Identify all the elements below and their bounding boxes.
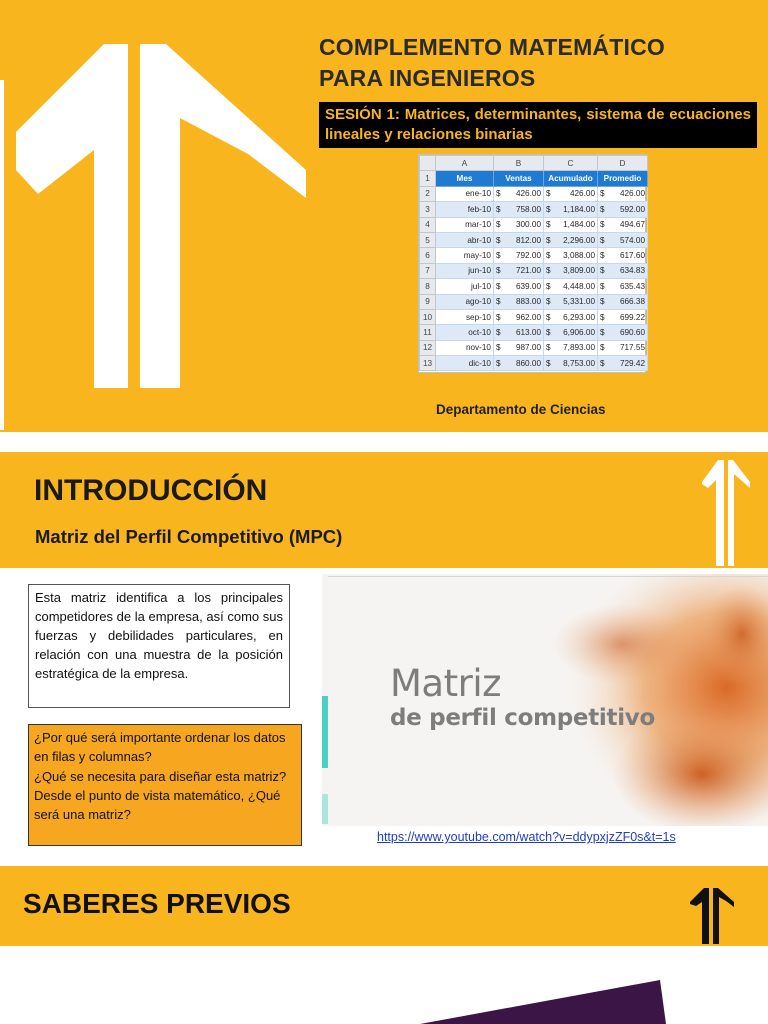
cell-acumulado xyxy=(544,356,598,371)
header-cell-ventas: Ventas xyxy=(494,171,544,186)
cell-value: 3,088.00 xyxy=(563,251,595,261)
row-number: 1 xyxy=(420,171,436,186)
currency-symbol: $ xyxy=(600,235,605,245)
currency-symbol: $ xyxy=(600,312,605,322)
header-cell-promedio: Promedio xyxy=(598,171,648,186)
cell-acumulado xyxy=(544,232,598,247)
cell-value: 635.43 xyxy=(619,281,645,291)
currency-symbol: $ xyxy=(496,281,501,291)
intro-subheading: Matriz del Perfil Competitivo (MPC) xyxy=(35,526,343,547)
cell-value: 717.55 xyxy=(619,343,645,353)
cell-acumulado xyxy=(544,294,598,309)
currency-symbol: $ xyxy=(546,312,551,322)
currency-symbol: $ xyxy=(546,297,551,307)
cell-promedio xyxy=(598,263,648,278)
header-cell-mes: Mes xyxy=(436,171,494,186)
currency-symbol: $ xyxy=(600,343,605,353)
cell-promedio xyxy=(598,294,648,309)
cell-promedio xyxy=(598,248,648,263)
cover-edge-line xyxy=(0,80,4,430)
cell-ventas xyxy=(494,202,544,217)
cell-mes: mar-10 xyxy=(436,217,494,232)
session-banner: SESIÓN 1: Matrices, determinantes, sistema de ecuaciones lineales y relaciones binarias xyxy=(319,102,757,148)
teal-accent-bar xyxy=(322,696,328,768)
row-number: 11 xyxy=(420,325,436,340)
course-title xyxy=(319,32,759,94)
row-number: 2 xyxy=(420,186,436,201)
currency-symbol: $ xyxy=(600,266,605,276)
cell-value: 426.00 xyxy=(619,189,645,199)
cell-promedio xyxy=(598,217,648,232)
arrows-logo-small-icon xyxy=(700,454,752,568)
cell-value: 699.22 xyxy=(619,312,645,322)
currency-symbol: $ xyxy=(496,358,501,368)
cell-promedio xyxy=(598,325,648,340)
arrows-logo-dark-icon xyxy=(688,886,736,946)
currency-symbol: $ xyxy=(600,297,605,307)
row-number: 13 xyxy=(420,356,436,371)
cell-ventas xyxy=(494,217,544,232)
corner-cell xyxy=(420,156,436,171)
currency-symbol: $ xyxy=(496,204,501,214)
cell-mes: ago-10 xyxy=(436,294,494,309)
spreadsheet-row xyxy=(420,309,648,324)
cell-value: 300.00 xyxy=(515,220,541,230)
row-number: 5 xyxy=(420,232,436,247)
column-letter: B xyxy=(494,156,544,171)
cell-mes: nov-10 xyxy=(436,340,494,355)
cell-mes: oct-10 xyxy=(436,325,494,340)
column-letter: C xyxy=(544,156,598,171)
column-letter: A xyxy=(436,156,494,171)
currency-symbol: $ xyxy=(546,220,551,230)
video-title-line1: Matriz xyxy=(390,662,502,705)
cell-acumulado xyxy=(544,217,598,232)
intro-heading: INTRODUCCIÓN xyxy=(34,474,268,507)
cell-acumulado xyxy=(544,263,598,278)
video-top-line xyxy=(328,576,768,577)
cover-section xyxy=(0,0,768,432)
cell-promedio xyxy=(598,232,648,247)
spreadsheet-header-row xyxy=(420,171,648,186)
spreadsheet-row xyxy=(420,279,648,294)
video-thumbnail[interactable] xyxy=(322,574,768,826)
cell-mes: feb-10 xyxy=(436,202,494,217)
youtube-link[interactable]: https://www.youtube.com/watch?v=ddypxjzZF0s&t=1s xyxy=(377,830,676,844)
row-number: 10 xyxy=(420,309,436,324)
spreadsheet-row xyxy=(420,232,648,247)
cell-acumulado xyxy=(544,309,598,324)
row-number: 8 xyxy=(420,279,436,294)
column-letter: D xyxy=(598,156,648,171)
cell-acumulado xyxy=(544,186,598,201)
currency-symbol: $ xyxy=(600,204,605,214)
row-number: 3 xyxy=(420,202,436,217)
row-number: 7 xyxy=(420,263,436,278)
orange-splash-decoration xyxy=(322,574,768,826)
cell-value: 617.60 xyxy=(619,251,645,261)
currency-symbol: $ xyxy=(546,358,551,368)
cell-value: 792.00 xyxy=(515,251,541,261)
currency-symbol: $ xyxy=(546,266,551,276)
currency-symbol: $ xyxy=(600,189,605,199)
cell-promedio xyxy=(598,340,648,355)
cell-promedio xyxy=(598,279,648,294)
cell-acumulado xyxy=(544,325,598,340)
currency-symbol: $ xyxy=(546,204,551,214)
cell-promedio xyxy=(598,186,648,201)
cell-value: 592.00 xyxy=(619,204,645,214)
cell-value: 758.00 xyxy=(515,204,541,214)
currency-symbol: $ xyxy=(496,235,501,245)
cell-value: 883.00 xyxy=(515,297,541,307)
spreadsheet-row xyxy=(420,356,648,371)
cell-value: 494.67 xyxy=(619,220,645,230)
cell-value: 860.00 xyxy=(515,358,541,368)
guiding-questions xyxy=(28,724,302,846)
cell-value: 4,448.00 xyxy=(563,281,595,291)
spreadsheet-row xyxy=(420,202,648,217)
cell-value: 2,296.00 xyxy=(563,235,595,245)
prior-knowledge-header xyxy=(0,866,768,946)
currency-symbol: $ xyxy=(600,251,605,261)
question-item: Desde el punto de vista matemático, ¿Qué será una matriz? xyxy=(34,787,281,823)
currency-symbol: $ xyxy=(496,251,501,261)
cell-value: 721.00 xyxy=(515,266,541,276)
cell-ventas xyxy=(494,356,544,371)
cell-promedio xyxy=(598,356,648,371)
row-number: 6 xyxy=(420,248,436,263)
spreadsheet-row xyxy=(420,340,648,355)
currency-symbol: $ xyxy=(546,235,551,245)
teal-accent-bar-light xyxy=(322,794,328,824)
cell-value: 812.00 xyxy=(515,235,541,245)
cell-value: 634.83 xyxy=(619,266,645,276)
cell-value: 613.00 xyxy=(515,327,541,337)
intro-header xyxy=(0,452,768,568)
currency-symbol: $ xyxy=(496,343,501,353)
spreadsheet-table xyxy=(419,155,648,371)
currency-symbol: $ xyxy=(546,327,551,337)
cell-mes: jun-10 xyxy=(436,263,494,278)
cell-ventas xyxy=(494,232,544,247)
currency-symbol: $ xyxy=(546,281,551,291)
mpc-description: Esta matriz identifica a los principales competidores de la empresa, así como sus fuerzas y debilidades particulares, en relación con una muestra de la posición estratégica de la empresa. xyxy=(28,584,290,708)
cell-ventas xyxy=(494,248,544,263)
cell-promedio xyxy=(598,309,648,324)
currency-symbol: $ xyxy=(496,297,501,307)
cell-mes: may-10 xyxy=(436,248,494,263)
currency-symbol: $ xyxy=(546,343,551,353)
spreadsheet-row xyxy=(420,186,648,201)
cell-value: 962.00 xyxy=(515,312,541,322)
spreadsheet-row xyxy=(420,263,648,278)
spreadsheet-column-letters xyxy=(420,156,648,171)
prior-knowledge-heading: SABERES PREVIOS xyxy=(23,888,291,919)
cell-value: 8,753.00 xyxy=(563,358,595,368)
cell-promedio xyxy=(598,202,648,217)
currency-symbol: $ xyxy=(546,251,551,261)
currency-symbol: $ xyxy=(600,358,605,368)
spreadsheet-row xyxy=(420,217,648,232)
cell-ventas xyxy=(494,263,544,278)
cell-value: 1,484.00 xyxy=(563,220,595,230)
spreadsheet-row xyxy=(420,294,648,309)
currency-symbol: $ xyxy=(496,327,501,337)
cell-value: 987.00 xyxy=(515,343,541,353)
cell-value: 6,293.00 xyxy=(563,312,595,322)
question-item: ¿Por qué será importante ordenar los datos en filas y columnas? xyxy=(34,730,286,765)
cell-mes: ene-10 xyxy=(436,186,494,201)
question-item: ¿Qué se necesita para diseñar esta matriz? xyxy=(34,768,287,784)
cell-mes: jul-10 xyxy=(436,279,494,294)
cell-acumulado xyxy=(544,202,598,217)
cell-value: 639.00 xyxy=(515,281,541,291)
video-title-line2: de perfil competitivo xyxy=(390,705,655,731)
currency-symbol: $ xyxy=(600,220,605,230)
department-label: Departamento de Ciencias xyxy=(436,402,606,417)
currency-symbol: $ xyxy=(496,312,501,322)
cell-ventas xyxy=(494,340,544,355)
cell-value: 729.42 xyxy=(619,358,645,368)
spreadsheet-image xyxy=(418,154,646,373)
cell-value: 1,184.00 xyxy=(563,204,595,214)
cell-mes: dic-10 xyxy=(436,356,494,371)
cell-acumulado xyxy=(544,248,598,263)
currency-symbol: $ xyxy=(496,189,501,199)
cell-value: 6,906.00 xyxy=(563,327,595,337)
spreadsheet-row xyxy=(420,248,648,263)
header-cell-acumulado: Acumulado xyxy=(544,171,598,186)
currency-symbol: $ xyxy=(600,327,605,337)
currency-symbol: $ xyxy=(496,220,501,230)
cell-ventas xyxy=(494,309,544,324)
cell-value: 574.00 xyxy=(619,235,645,245)
cell-mes: sep-10 xyxy=(436,309,494,324)
spreadsheet-body xyxy=(420,186,648,371)
purple-corner-shape xyxy=(420,978,768,1024)
currency-symbol: $ xyxy=(496,266,501,276)
cell-value: 5,331.00 xyxy=(563,297,595,307)
cell-value: 690.60 xyxy=(619,327,645,337)
arrows-logo-icon xyxy=(8,40,308,390)
row-number: 9 xyxy=(420,294,436,309)
cell-value: 666.38 xyxy=(619,297,645,307)
cell-value: 7,893.00 xyxy=(563,343,595,353)
course-title-line1: COMPLEMENTO MATEMÁTICO xyxy=(319,34,665,60)
cell-value: 3,809.00 xyxy=(563,266,595,276)
currency-symbol: $ xyxy=(546,189,551,199)
cell-value: 426.00 xyxy=(569,189,595,199)
cell-ventas xyxy=(494,325,544,340)
row-number: 4 xyxy=(420,217,436,232)
course-title-line2: PARA INGENIEROS xyxy=(319,65,536,91)
cell-acumulado xyxy=(544,279,598,294)
cell-ventas xyxy=(494,294,544,309)
cell-value: 426.00 xyxy=(515,189,541,199)
spreadsheet-row xyxy=(420,325,648,340)
cell-ventas xyxy=(494,279,544,294)
cell-mes: abr-10 xyxy=(436,232,494,247)
currency-symbol: $ xyxy=(600,281,605,291)
row-number: 12 xyxy=(420,340,436,355)
cell-acumulado xyxy=(544,340,598,355)
cell-ventas xyxy=(494,186,544,201)
